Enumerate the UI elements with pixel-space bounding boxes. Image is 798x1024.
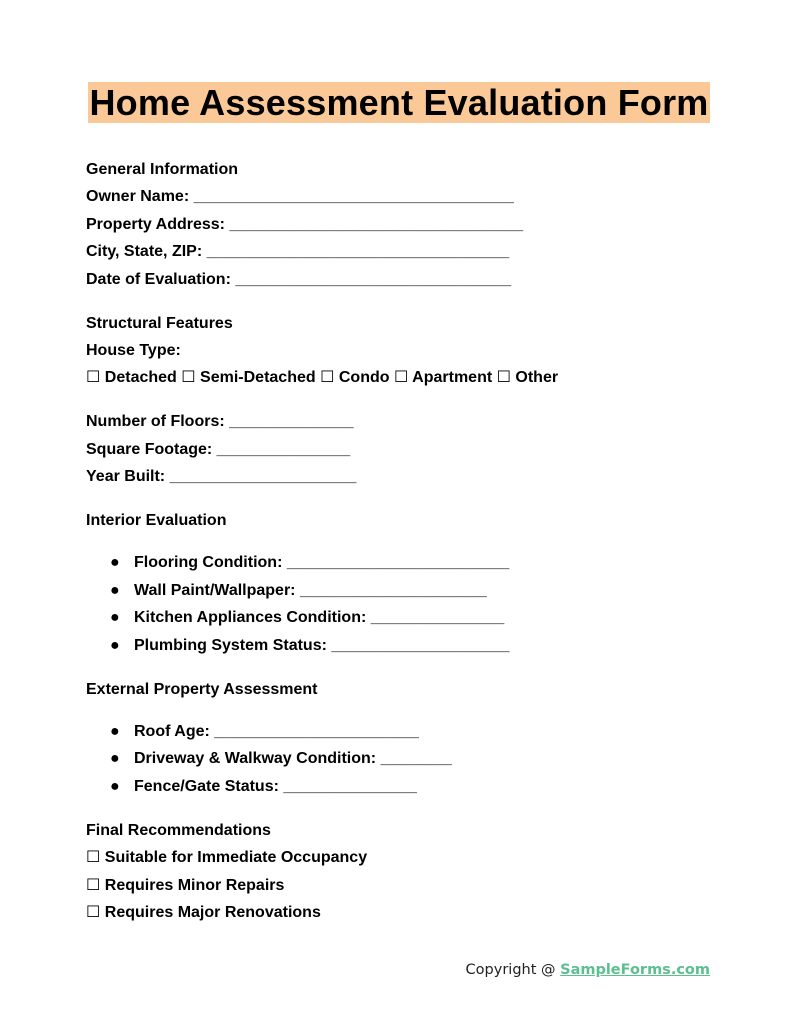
section-heading-structural: Structural Features bbox=[86, 314, 233, 332]
list-item[interactable] bbox=[86, 775, 726, 802]
bullet-icon: ● bbox=[110, 636, 120, 654]
bullet-icon: ● bbox=[110, 581, 120, 599]
spacer bbox=[86, 536, 726, 551]
section-heading-final: Final Recommendations bbox=[86, 821, 271, 839]
list-item[interactable] bbox=[86, 579, 726, 606]
list-item[interactable] bbox=[86, 747, 726, 774]
list-item[interactable] bbox=[86, 551, 726, 578]
external-list bbox=[86, 720, 726, 802]
spacer bbox=[86, 394, 726, 411]
section-heading-external: External Property Assessment bbox=[86, 680, 318, 698]
copyright-text: Copyright @ bbox=[465, 962, 561, 978]
city-state-zip-field[interactable]: City, State, ZIP: __________________________________ bbox=[86, 243, 510, 261]
checkbox-major-renovations[interactable]: ☐ Requires Major Renovations bbox=[86, 903, 321, 921]
bullet-icon: ● bbox=[110, 777, 120, 795]
spacer bbox=[86, 802, 726, 819]
external-item-roof-age: Roof Age: _______________________ bbox=[134, 723, 419, 741]
spacer bbox=[86, 705, 726, 720]
section-heading-general: General Information bbox=[86, 161, 239, 178]
date-of-evaluation-field[interactable]: Date of Evaluation: _______________________________ bbox=[86, 270, 512, 288]
bullet-icon: ● bbox=[110, 554, 120, 572]
interior-item-plumbing: Plumbing System Status: ____________________ bbox=[134, 636, 510, 654]
bullet-icon: ● bbox=[110, 723, 120, 741]
bullet-icon: ● bbox=[110, 750, 120, 768]
owner-name-field[interactable]: Owner Name: ____________________________________ bbox=[86, 188, 514, 206]
interior-item-flooring: Flooring Condition: _________________________ bbox=[134, 554, 510, 572]
interior-item-wall-paint: Wall Paint/Wallpaper: _____________________ bbox=[134, 581, 487, 599]
house-type-checkbox-options[interactable]: ☐ Detached ☐ Semi-Detached ☐ Condo ☐ Apartment ☐ Other bbox=[86, 369, 559, 387]
spacer bbox=[86, 661, 726, 678]
spacer bbox=[86, 295, 726, 312]
bullet-icon: ● bbox=[110, 609, 120, 627]
checkbox-minor-repairs[interactable]: ☐ Requires Minor Repairs bbox=[86, 876, 285, 894]
house-type-label: House Type: bbox=[86, 341, 181, 359]
property-address-field[interactable]: Property Address: _________________________________ bbox=[86, 215, 524, 233]
page-title: Home Assessment Evaluation Form bbox=[89, 82, 709, 123]
interior-item-kitchen: Kitchen Appliances Condition: _______________ bbox=[134, 609, 505, 627]
section-heading-interior: Interior Evaluation bbox=[86, 512, 227, 530]
spacer bbox=[86, 492, 726, 509]
external-item-fence: Fence/Gate Status: _______________ bbox=[134, 777, 417, 795]
sampleforms-link[interactable]: SampleForms.com bbox=[560, 962, 710, 978]
number-of-floors-field[interactable]: Number of Floors: ______________ bbox=[86, 413, 354, 431]
list-item[interactable] bbox=[86, 606, 726, 633]
list-item[interactable] bbox=[86, 720, 726, 747]
checkbox-immediate-occupancy[interactable]: ☐ Suitable for Immediate Occupancy bbox=[86, 849, 368, 867]
external-item-driveway: Driveway & Walkway Condition: ________ bbox=[134, 750, 452, 768]
form-body bbox=[86, 158, 726, 928]
interior-list bbox=[86, 551, 726, 661]
title-wrapper bbox=[0, 82, 798, 123]
year-built-field[interactable]: Year Built: _____________________ bbox=[86, 468, 357, 486]
list-item[interactable] bbox=[86, 634, 726, 661]
footer-copyright bbox=[466, 962, 710, 978]
square-footage-field[interactable]: Square Footage: _______________ bbox=[86, 440, 351, 458]
